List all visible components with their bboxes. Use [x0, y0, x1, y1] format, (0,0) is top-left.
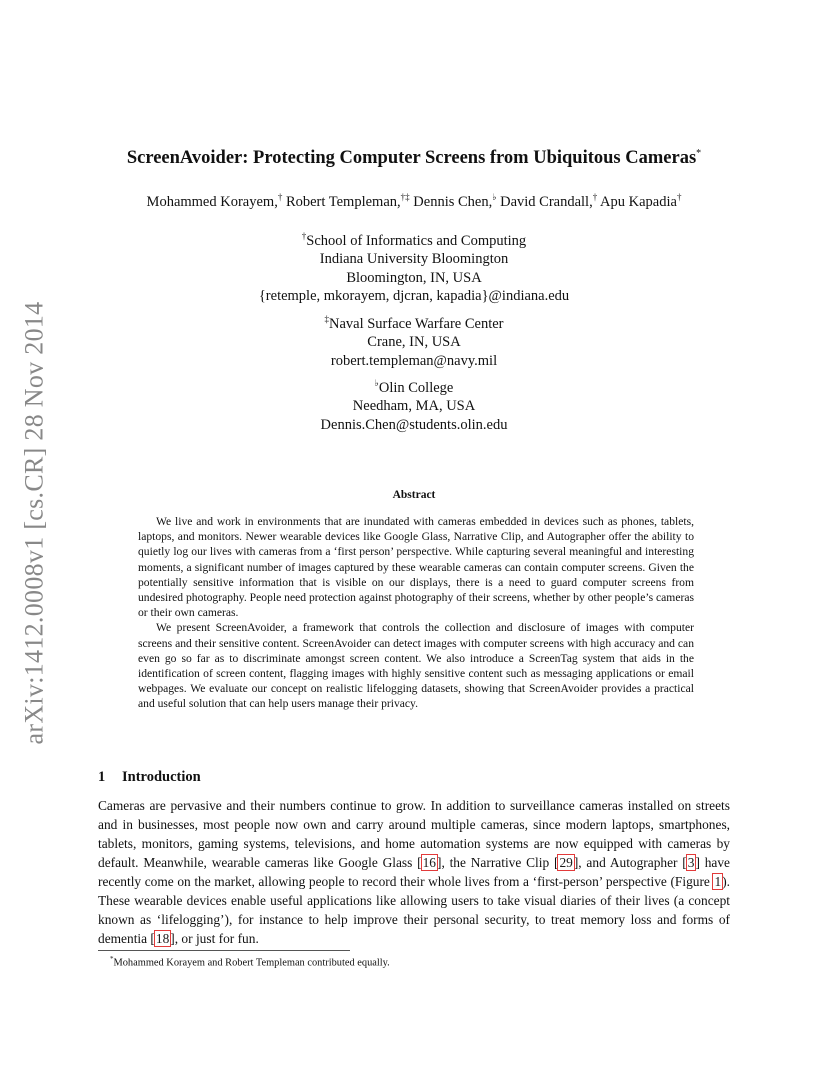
- author: Apu Kapadia†: [600, 192, 682, 210]
- paper-title: [0, 148, 828, 169]
- section-heading-introduction: [98, 769, 201, 786]
- section-title: Introduction: [122, 769, 201, 785]
- footnote: [110, 955, 390, 968]
- footnote-mark: *: [110, 955, 114, 963]
- introduction-body: [98, 796, 730, 948]
- abstract-paragraph: We live and work in environments that are inundated with cameras embedded in devices such as phones, tablets, laptops, and monitors. Newer wearable devices like Google Glass, Narrative Clip, and Autographer offer the ability to quietly log our lives with cameras from a ‘first person’ perspective. While capturing several meaningful and interesting moments, a significant number of images captured by these wearable cameras can contain computer screens. Given the potentially sensitive information that is visible on our displays, there is a need to guard computer screens from undesired photography. People need protection against photography of their screens, whether by other people’s cameras or their own cameras.: [138, 515, 694, 620]
- footnote-rule: [98, 950, 350, 951]
- author: Robert Templeman,†‡: [285, 192, 410, 210]
- author: David Crandall,†: [500, 192, 598, 210]
- footnote-text: Mohammed Korayem and Robert Templeman contributed equally.: [113, 957, 390, 969]
- citation-link[interactable]: 18: [155, 931, 170, 946]
- citation-link[interactable]: 3: [687, 855, 695, 870]
- abstract-paragraph: We present ScreenAvoider, a framework that controls the collection and disclosure of images with computer screens and their sensitive content. ScreenAvoider can detect images with computer screens with high accuracy and can even go so far as to discriminate amongst screen content. We also introduce a ScreenTag system that aids in the identification of screen content, flagging images with highly sensitive content such as messaging applications or email webpages. We evaluate our concept on realistic lifelogging datasets, showing that ScreenAvoider provides a practical and useful solution that can help users manage their privacy.: [138, 621, 694, 711]
- arxiv-identifier: arXiv:1412.0008v1 [cs.CR] 28 Nov 2014: [19, 301, 48, 745]
- title-footnote-mark: *: [696, 148, 702, 159]
- author: Mohammed Korayem,†: [146, 192, 283, 210]
- introduction-paragraph: Cameras are pervasive and their numbers continue to grow. In addition to surveillance cameras installed on streets and in businesses, most people now own and carry around multiple cameras, since modern laptops, smartphones, tablets, monitors, gaming systems, televisions, and home automation systems are now equipped with cameras by default. Meanwhile, wearable cameras like Google Glass [16], the Narrative Clip [29], and Autographer [3] have recently come on the market, allowing people to record their whole lives from a ‘first-person’ perspective (Figure 1). These wearable devices enable useful applications like allowing users to take visual diaries of their lives (a concept known as ‘lifelogging’), for instance to help improve their personal security, to treat memory loss and forms of dementia [18], or just for fun.: [98, 798, 731, 946]
- affiliation-navy: ‡Naval Surface Warfare Center Crane, IN, USA robert.templeman@navy.mil: [0, 310, 828, 370]
- figure-reference-link[interactable]: 1: [714, 874, 722, 889]
- section-number: 1: [98, 769, 106, 785]
- citation-link[interactable]: 29: [559, 855, 573, 870]
- abstract-heading: Abstract: [392, 489, 436, 501]
- author: Dennis Chen,♭: [413, 192, 497, 210]
- email-olin: Dennis.Chen@students.olin.edu: [320, 416, 508, 433]
- affiliation-olin: ♭Olin College Needham, MA, USA Dennis.Chen@students.olin.edu: [0, 374, 828, 434]
- abstract-body: [138, 514, 694, 712]
- citation-link[interactable]: 16: [422, 855, 436, 870]
- paper-title-text: ScreenAvoider: Protecting Computer Screens from Ubiquitous Cameras: [126, 148, 697, 169]
- author-list: [0, 192, 828, 211]
- affiliation-indiana: †School of Informatics and Computing Indiana University Bloomington Bloomington, IN, USA {retemple, mkorayem, djcran, kapadia}@indiana.edu: [0, 227, 828, 306]
- email-navy: robert.templeman@navy.mil: [330, 352, 498, 369]
- email-indiana: {retemple, mkorayem, djcran, kapadia}@indiana.edu: [258, 288, 570, 305]
